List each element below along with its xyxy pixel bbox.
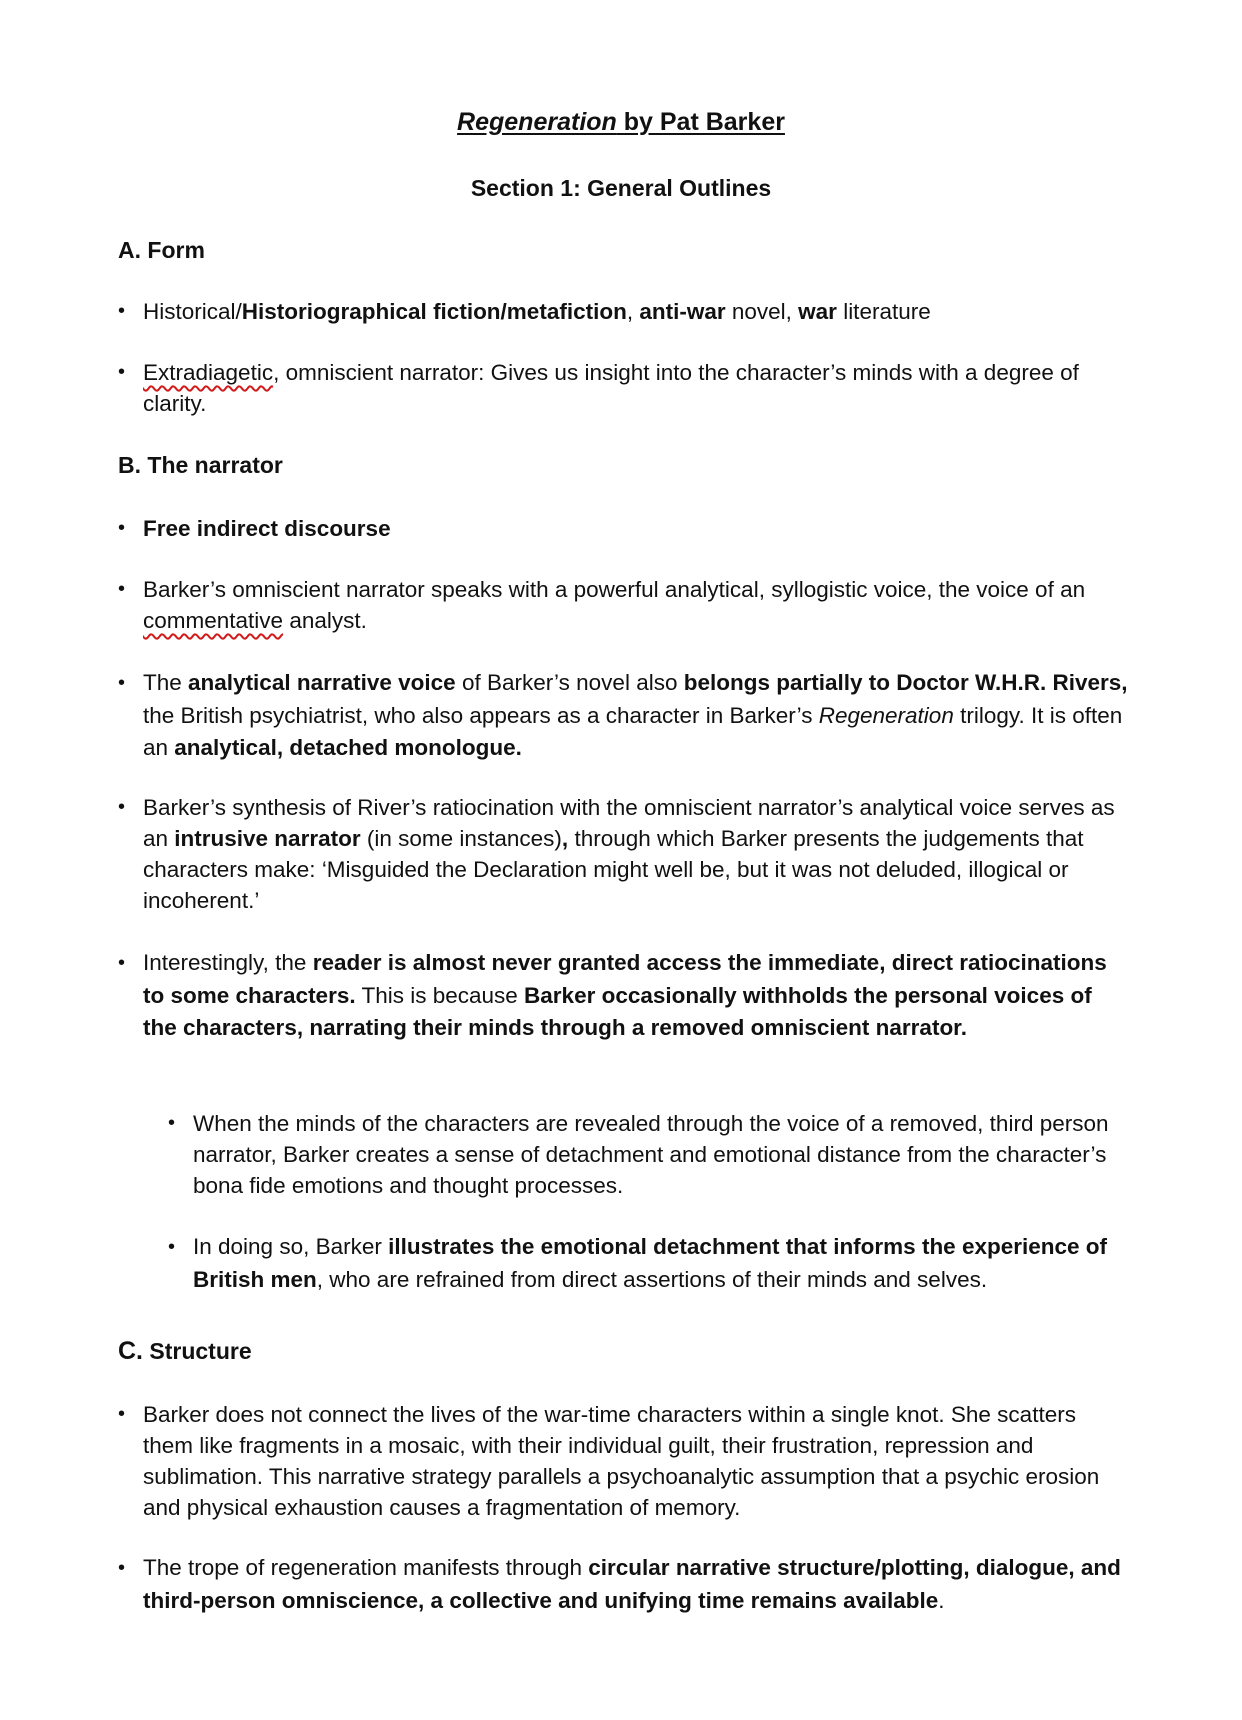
text-run: Interestingly, the — [143, 950, 313, 975]
bold-run: belongs partially to Doctor W.H.R. Rivers, — [683, 670, 1128, 695]
bold-run: illustrates the emotional detachment that informs the experience of British men — [193, 1234, 1108, 1292]
bold-run: Free indirect discourse — [143, 516, 391, 541]
bullet-form-1 — [118, 296, 1128, 327]
document-title — [0, 108, 1242, 137]
text-run: The trope of regeneration manifests through — [143, 1555, 589, 1580]
bullet-narrator-2 — [118, 574, 1128, 636]
text-run: , — [626, 299, 640, 324]
bullet-text — [143, 947, 1128, 1045]
bullet-marker: • — [168, 1112, 176, 1134]
bullet-narrator-1 — [118, 513, 1128, 544]
sub-bullet-narrator-2 — [168, 1231, 1128, 1296]
text-run: Historical/ — [143, 299, 242, 324]
heading-narrator — [118, 452, 283, 479]
bullet-text — [193, 1231, 1128, 1296]
text-run: of Barker’s novel also — [455, 670, 684, 695]
bullet-marker: • — [118, 578, 126, 600]
italic-run: Regeneration — [818, 702, 954, 728]
text-run: , who are refrained from direct assertions of their minds and selves. — [316, 1266, 988, 1292]
bold-run: analytical, detached monologue. — [174, 735, 522, 760]
bullet-narrator-4 — [118, 792, 1128, 916]
heading-letter: B. — [118, 452, 141, 478]
bullet-text — [143, 792, 1128, 916]
bullet-text — [143, 1552, 1128, 1617]
bullet-marker: • — [118, 796, 126, 818]
text-run: When the minds of the characters are revealed through the voice of a removed, third person narrator, Barker creates a sense of detachment and emotional distance from the character’s bona fide emotions and thought processes. — [193, 1111, 1109, 1198]
bullet-narrator-5 — [118, 947, 1128, 1045]
title-italic: Regeneration — [457, 108, 617, 136]
bold-run: war — [798, 299, 837, 324]
bold-run: intrusive narrator — [174, 826, 361, 851]
text-run: , omniscient narrator: Gives us insight into the character’s minds with a degree of clarity. — [143, 360, 1079, 416]
heading-form: A. Form — [118, 237, 205, 263]
text-run: analyst. — [283, 608, 367, 633]
text-run: Barker’s synthesis of River’s ratiocination with the omniscient narrator’s analytical voice serves as an — [143, 795, 1115, 851]
bold-run: reader is almost never granted access the immediate, direct ratiocinations to some characters. — [143, 950, 1107, 1008]
spellcheck-word: Extradiagetic — [143, 360, 274, 385]
text-run: literature — [836, 299, 931, 324]
bullet-text — [143, 357, 1128, 419]
bullet-narrator-3 — [118, 667, 1128, 765]
bullet-text — [143, 574, 1128, 636]
section-subtitle: Section 1: General Outlines — [470, 175, 772, 201]
heading-letter: C. — [118, 1337, 143, 1365]
bullet-text — [143, 513, 1128, 544]
text-run: (in some instances) — [360, 826, 562, 851]
bullet-structure-1 — [118, 1399, 1128, 1523]
bullet-text — [143, 1399, 1128, 1523]
heading-text: Structure — [143, 1338, 252, 1364]
heading-structure — [118, 1337, 252, 1366]
bullet-marker: • — [118, 361, 126, 383]
text-run: through which Barker presents the judgements that characters make: ‘Misguided the Declaration might well be, but it was not deluded, illogical or incoherent.’ — [143, 826, 1084, 913]
sub-bullet-narrator-1 — [168, 1108, 1128, 1201]
text-run: trilogy. It is often an — [143, 702, 1123, 760]
bold-run: anti-war — [639, 299, 726, 324]
text-run: novel, — [725, 299, 799, 324]
bold-run: Barker occasionally withholds the personal voices of the characters, narrating their minds through a removed omniscient narrator. — [143, 982, 1092, 1040]
text-run: The — [143, 670, 189, 695]
bullet-text — [143, 667, 1128, 765]
text-run: In doing so, Barker — [193, 1234, 389, 1259]
text-run: Barker’s omniscient narrator speaks with a powerful analytical, syllogistic voice, the voice of an — [143, 577, 1086, 602]
bullet-form-2 — [118, 357, 1128, 419]
title-rest: by Pat Barker — [616, 108, 785, 136]
bold-run: , — [561, 826, 569, 851]
bullet-marker: • — [118, 952, 126, 974]
bullet-marker: • — [118, 1557, 126, 1579]
bullet-structure-2 — [118, 1552, 1128, 1617]
spellcheck-word: commentative — [143, 608, 284, 633]
text-run: Barker does not connect the lives of the war-time characters within a single knot. She scatters them like fragments in a mosaic, with their individual guilt, their frustration, repression and sublimation. This narrative strategy parallels a psychoanalytic assumption that a psychic erosion and physical exhaustion causes a fragmentation of memory. — [143, 1402, 1100, 1520]
heading-text: The narrator — [141, 452, 283, 478]
text-run: the British psychiatrist, who also appears as a character in Barker’s — [143, 702, 819, 728]
bullet-text — [143, 296, 1128, 327]
bullet-marker: • — [118, 517, 126, 539]
text-run: This is because — [355, 982, 525, 1008]
bold-run: circular narrative structure/plotting, dialogue, and third-person omniscience, a collective and unifying time remains available — [143, 1555, 1121, 1613]
bullet-text — [193, 1108, 1128, 1201]
bold-run: analytical narrative voice — [188, 670, 456, 695]
bullet-marker: • — [118, 672, 126, 694]
bullet-marker: • — [118, 300, 126, 322]
text-run: . — [938, 1587, 945, 1613]
bullet-marker: • — [118, 1403, 126, 1425]
bold-run: Historiographical fiction/metafiction — [241, 299, 627, 324]
bullet-marker: • — [168, 1236, 176, 1258]
